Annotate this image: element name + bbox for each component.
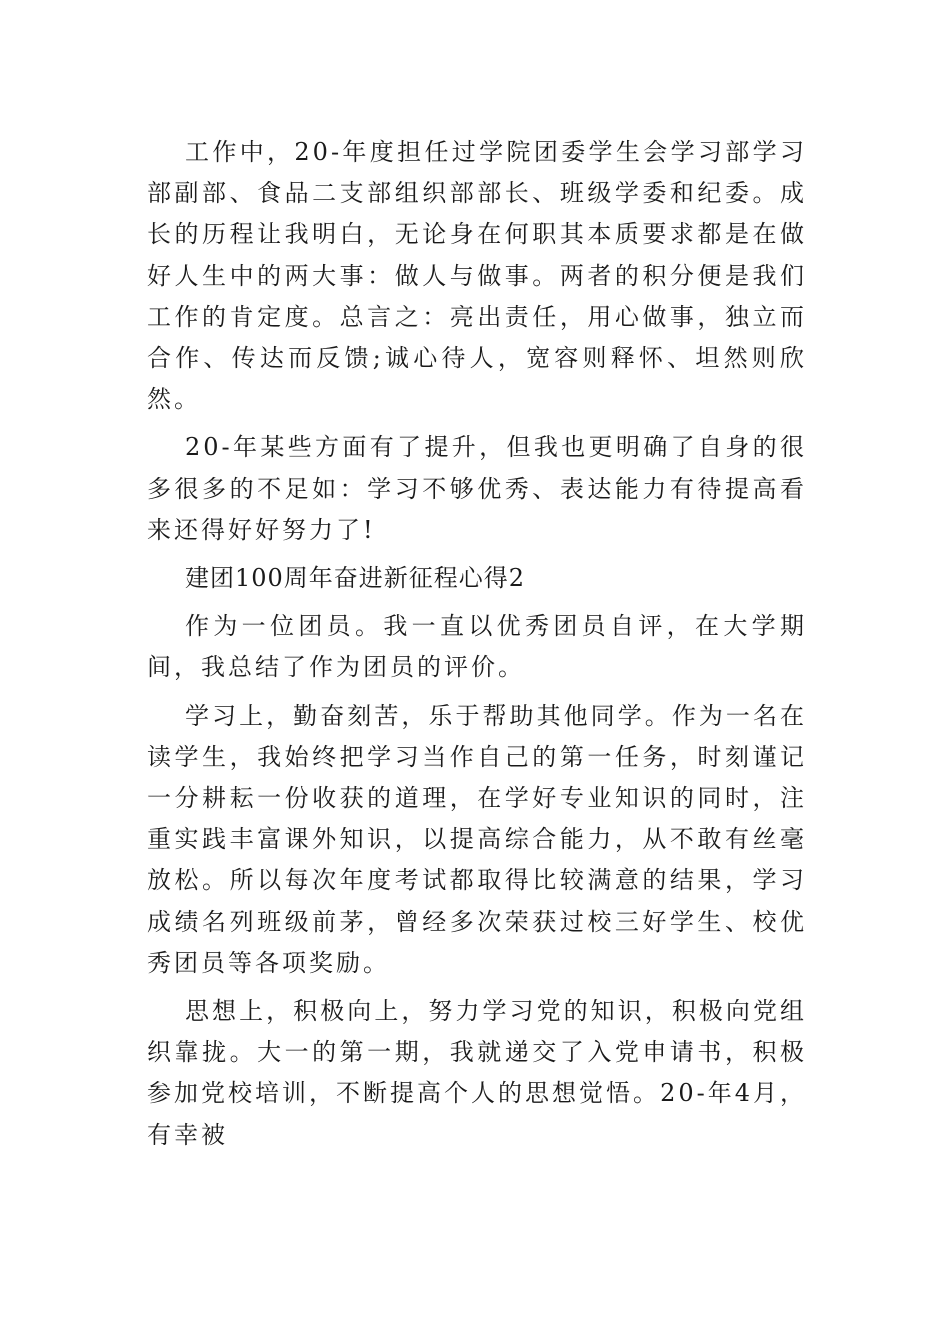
paragraph-improvement: 20-年某些方面有了提升，但我也更明确了自身的很多很多的不足如：学习不够优秀、表达能力有待提高看来还得好好努力了!	[147, 433, 807, 544]
paragraph-thought: 思想上，积极向上，努力学习党的知识，积极向党组织靠拢。大一的第一期，我就递交了入党申请书，积极参加党校培训，不断提高个人的思想觉悟。20-年4月，有幸被	[147, 997, 807, 1149]
document-body	[147, 132, 807, 1163]
paragraph-member: 作为一位团员。我一直以优秀团员自评，在大学期间，我总结了作为团员的评价。	[147, 612, 807, 682]
section-heading: 建团100周年奋进新征程心得2	[185, 564, 526, 593]
paragraph-work: 工作中，20-年度担任过学院团委学生会学习部学习部副部、食品二支部组织部部长、班级学委和纪委。成长的历程让我明白，无论身在何职其本质要求都是在做好人生中的两大事：做人与做事。两者的积分便是我们工作的肯定度。总言之：亮出责任，用心做事，独立而合作、传达而反馈;诚心待人，宽容则释怀、坦然则欣然。	[147, 138, 807, 414]
paragraph-study: 学习上，勤奋刻苦，乐于帮助其他同学。作为一名在读学生，我始终把学习当作自己的第一任务，时刻谨记一分耕耘一份收获的道理，在学好专业知识的同时，注重实践丰富课外知识，以提高综合能力，从不敢有丝毫放松。所以每次年度考试都取得比较满意的结果，学习成绩名列班级前茅，曾经多次荣获过校三好学生、校优秀团员等各项奖励。	[147, 701, 807, 977]
